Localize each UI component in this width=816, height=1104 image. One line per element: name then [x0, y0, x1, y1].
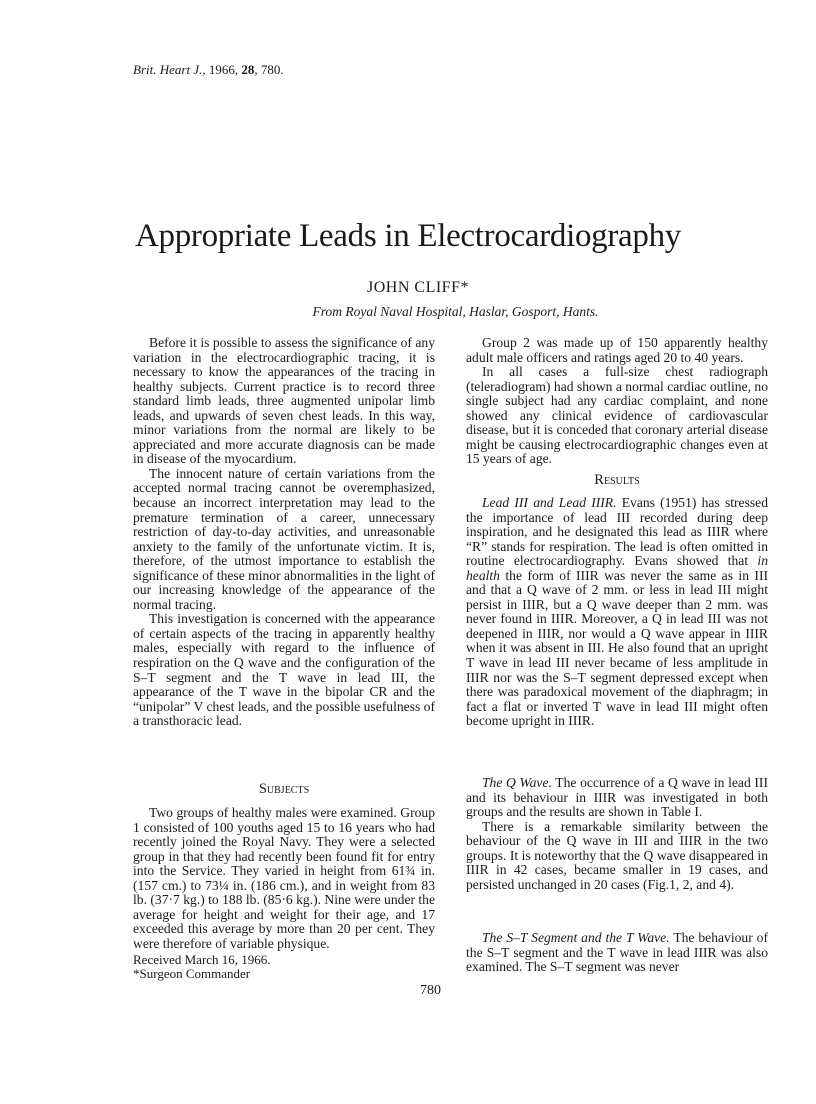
article-title: Appropriate Leads in Electrocardiography [134, 218, 682, 254]
text: the form of IIIR was never the same as in III and that a Q wave of 2 mm. or less in lead III might persist in IIIR, but a Q wave deeper than 2 mm. was never found in IIIR. Moreover, a Q in lead III was not deepened in IIIR, nor would a Q wave appear in IIIR when it was absent in III. He also found that an upright T wave in lead III never became of less amplitude in IIIR nor was the S–T segment depressed except when there was paradoxical movement of the diaphragm; in fact a flat or inverted T wave in lead III might often become upright in IIIR. [466, 567, 768, 729]
paragraph: In all cases a full-size chest radiograph (teleradiogram) had shown a normal cardiac outline, no single subject had any cardiac complaint, and none showed any clinical evidence of cardiovascular disease, but it is conceded that coronary arterial disease might be causing electrocardiographic changes even at 15 years of age. [466, 364, 768, 467]
paragraph: Before it is possible to assess the significance of any variation in the electrocardiographic tracing, it is necessary to know the appearances of the tracing in healthy subjects. Current practice is to record three standard limb leads, three augmented unipolar limb leads, and upwards of seven chest leads. In this way, minor variations from the normal are likely to be appreciated and more accurate diagnosis can be made in disease of the myocardium. [133, 335, 435, 467]
citation-page: , 780. [254, 62, 284, 77]
text: The behaviour of the S–T segment and the T wave in lead IIIR was also examined. The S–T segment was never [466, 930, 768, 975]
results-heading: Results [594, 472, 640, 488]
page-number: 780 [420, 983, 441, 998]
run-in-heading: The Q Wave. [482, 775, 552, 790]
subjects-heading: Subjects [258, 781, 310, 797]
paragraph: Two groups of healthy males were examined. Group 1 consisted of 100 youths aged 15 to 16 years who had recently joined the Royal Navy. They were a selected group in that they had recently been found fit for entry into the Service. They varied in height from 61¾ in. (157 cm.) to 73¼ in. (186 cm.), and in weight from 83 lb. (37·7 kg.) to 188 lb. (85·6 kg.). Nine were under the average for height and weight for their age, and 17 exceeded this average by more than 20 per cent. They were therefore of variable physique. [133, 805, 436, 951]
paragraph: Group 2 was made up of 150 apparently healthy adult male officers and ratings aged 20 to 40 years. [466, 335, 768, 365]
author: JOHN CLIFF* [367, 279, 469, 296]
subjects-section [133, 806, 435, 951]
received-date: Received March 16, 1966. [133, 952, 271, 967]
paragraph: There is a remarkable similarity between the behaviour of the Q wave in III and IIIR in the two groups. It is noteworthy that the Q wave disappeared in IIIR in 42 cases, became smaller in 19 cases, and persisted unchanged in 20 cases (Fig.1, 2, and 4). [466, 818, 768, 892]
emphasis: in health [466, 553, 768, 583]
intro-section [133, 336, 435, 729]
run-in-heading: The S–T Segment and the T Wave. [482, 930, 670, 945]
text: The occurrence of a Q wave in lead III and its behaviour in IIIR was investigated in both groups and the results are shown in Table I. [466, 775, 768, 820]
paragraph [466, 776, 768, 820]
group2-section [466, 336, 768, 467]
st-segment-section [466, 931, 768, 975]
author-footnote: *Surgeon Commander [133, 966, 251, 981]
q-wave-section [466, 776, 768, 892]
footnotes [133, 953, 435, 981]
paragraph: This investigation is concerned with the appearance of certain aspects of the tracing in apparently healthy males, especially with regard to the influence of respiration on the Q wave and the configuration of the S–T segment and the T wave in lead III, the appearance of the T wave in the bipolar CR and the “unipolar” V chest leads, and the possible usefulness of a transthoracic lead. [133, 611, 435, 729]
citation-volume: 28 [241, 62, 255, 77]
run-in-heading: Lead III and Lead IIIR. [482, 495, 617, 510]
paragraph [466, 931, 768, 975]
journal-name: Brit. Heart J. [133, 62, 203, 77]
paragraph: The innocent nature of certain variations from the accepted normal tracing cannot be overemphasized, because an incorrect interpretation may lead to the premature termination of a career, unnecessary restriction of day-to-day activities, and unreasonable anxiety to the family of the unfortunate victim. It is, therefore, of the utmost importance to establish the significance of these minor abnormalities in the light of our increasing knowledge of the appearance of the normal tracing. [133, 465, 436, 612]
affiliation: From Royal Naval Hospital, Haslar, Gosport, Hants. [312, 304, 599, 319]
lead-iii-section [466, 496, 768, 729]
text: Evans (1951) has stressed the importance of lead III recorded during deep inspiration, and he designated this lead as IIIR where “R” stands for respiration. The lead is often omitted in routine electrocardiography. Evans showed that [466, 495, 768, 569]
journal-citation [133, 62, 284, 78]
paragraph [466, 496, 768, 729]
citation-year: , 1966, [202, 62, 242, 77]
